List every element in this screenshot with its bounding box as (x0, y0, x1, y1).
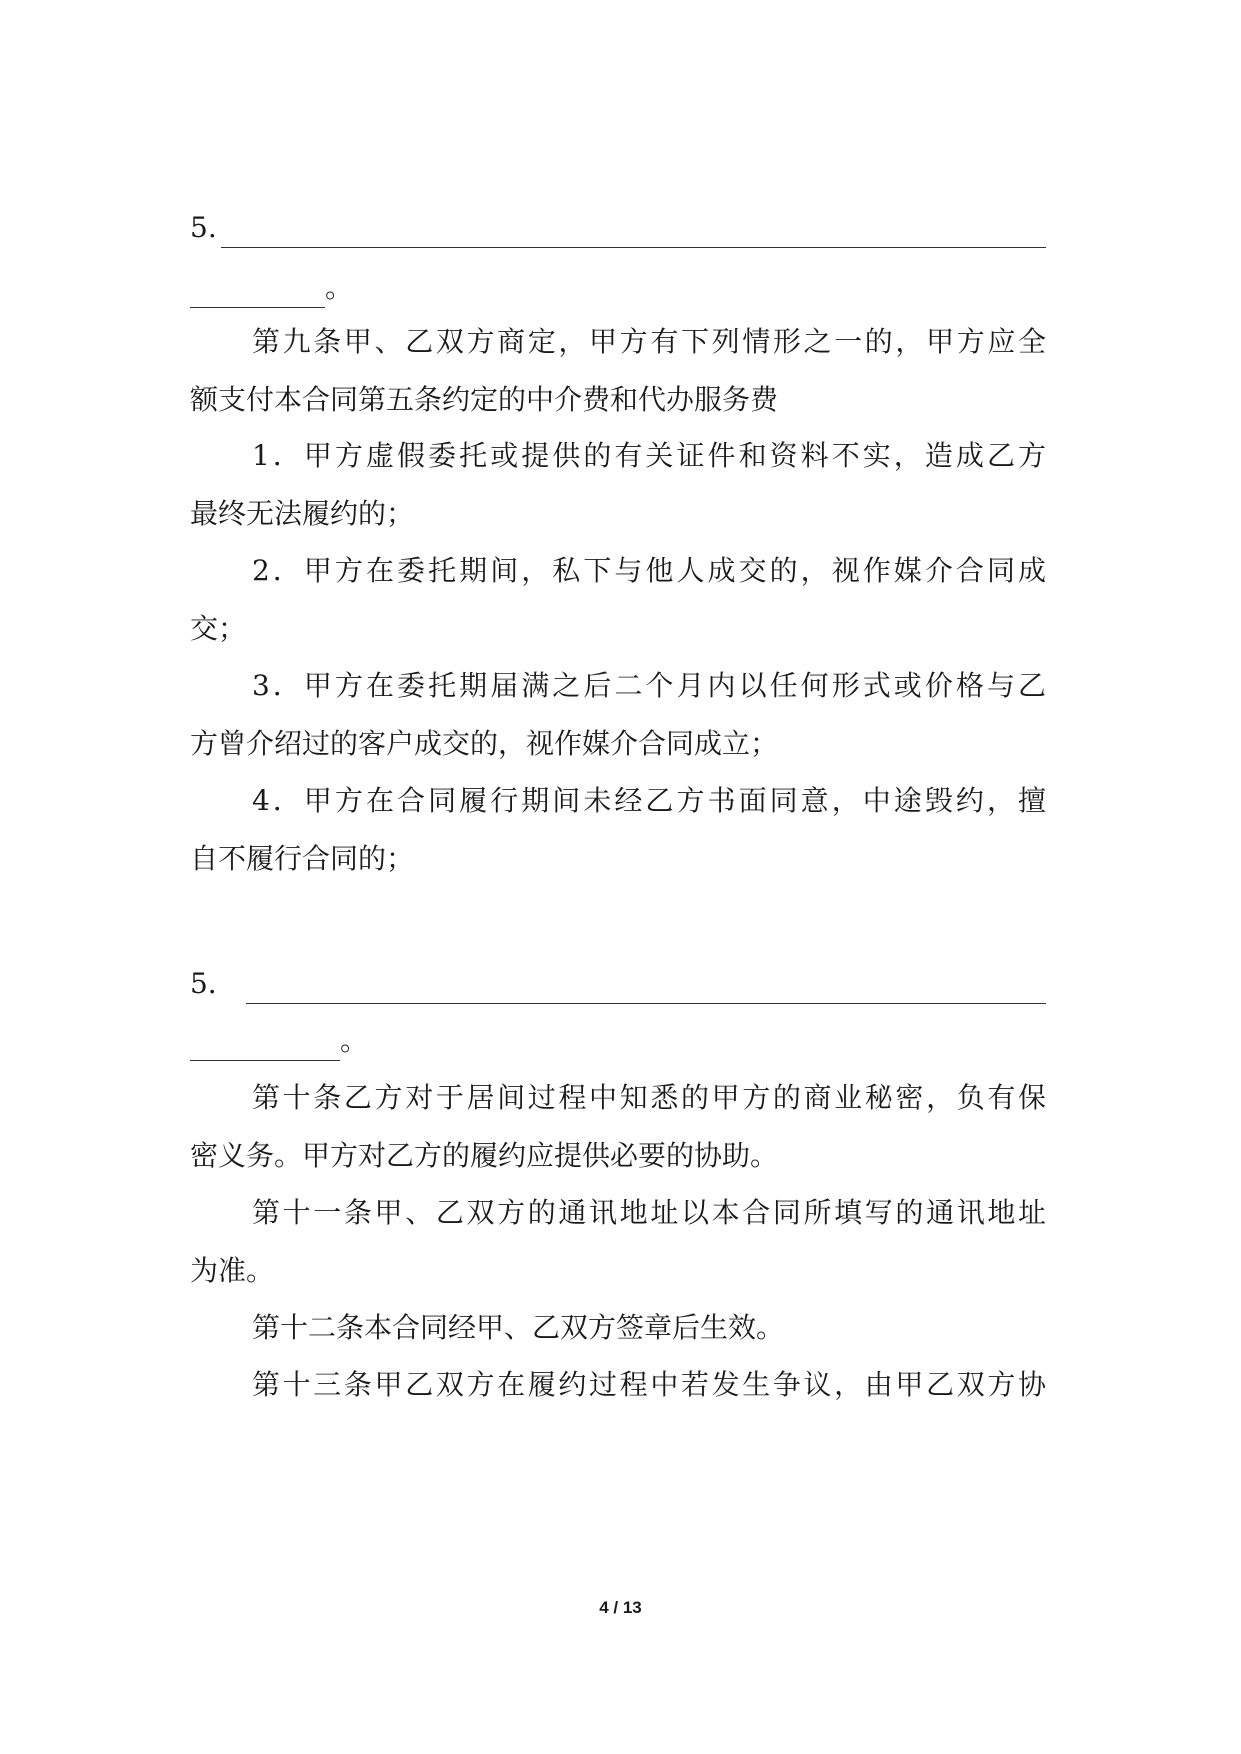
clause-12-line-1: 第十二条本合同经甲、乙双方签章后生效。 (252, 1311, 785, 1344)
clause-10-line-1: 第十条乙方对于居间过程中知悉的甲方的商业秘密，负有保 (252, 1081, 1046, 1114)
item-1-line-1: 1．甲方虚假委托或提供的有关证件和资料不实，造成乙方 (252, 439, 1046, 472)
page-number: 4 / 13 (599, 1598, 642, 1617)
blank-item-number: 5. (190, 211, 217, 244)
item-4-line-2: 自不履行合同的； (190, 842, 415, 875)
blank-item-2 (190, 964, 1046, 1004)
item-3-line-1: 3．甲方在委托期届满之后二个月内以任何形式或价格与乙 (252, 669, 1046, 702)
blank-item-1-continuation (190, 268, 353, 308)
blank-item-end: 。 (325, 271, 354, 304)
blank-item-end: 。 (340, 1024, 369, 1057)
clause-9-line-1: 第九条甲、乙双方商定，甲方有下列情形之一的，甲方应全 (252, 325, 1046, 358)
item-2-line-2: 交； (190, 612, 247, 645)
blank-item-number: 5． (190, 967, 236, 1000)
blank-item-1 (190, 208, 1046, 248)
blank-item-2-continuation (190, 1021, 368, 1061)
fill-in-line (190, 1036, 340, 1061)
clause-10-line-2: 密义务。甲方对乙方的履约应提供必要的协助。 (190, 1139, 779, 1172)
item-2-line-1: 2．甲方在委托期间，私下与他人成交的，视作媒介合同成 (252, 554, 1046, 587)
item-3-line-2: 方曾介绍过的客户成交的，视作媒介合同成立； (190, 727, 779, 760)
fill-in-line (246, 979, 1046, 1004)
item-4-line-1: 4．甲方在合同履行期间未经乙方书面同意，中途毁约，擅 (252, 784, 1046, 817)
clause-13-line-1: 第十三条甲乙双方在履约过程中若发生争议，由甲乙双方协 (252, 1368, 1046, 1401)
clause-9-line-2: 额支付本合同第五条约定的中介费和代办服务费 (190, 383, 779, 416)
fill-in-line (190, 283, 325, 308)
clause-11-line-1: 第十一条甲、乙双方的通讯地址以本合同所填写的通讯地址 (252, 1196, 1046, 1229)
item-1-line-2: 最终无法履约的； (190, 497, 415, 530)
clause-11-line-2: 为准。 (190, 1254, 275, 1287)
fill-in-line (221, 223, 1046, 248)
